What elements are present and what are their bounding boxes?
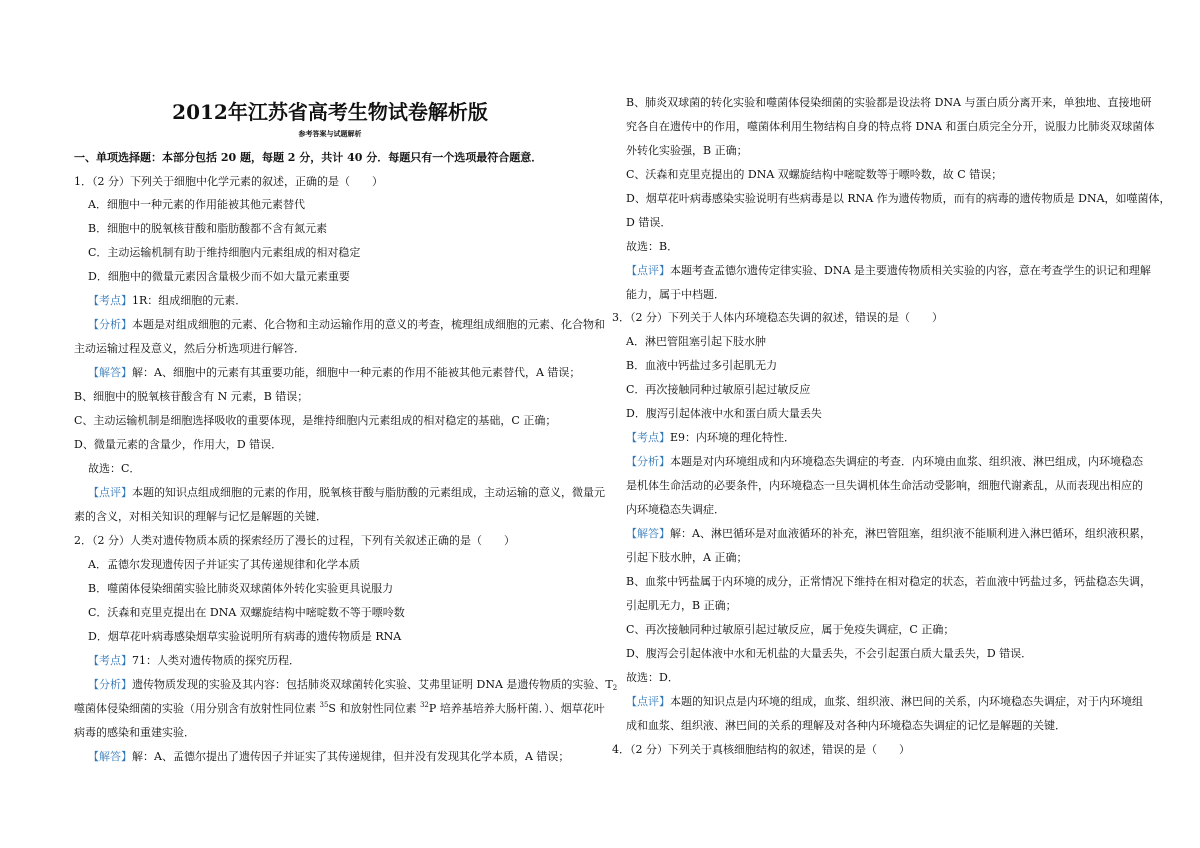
q3-jieda-b: B、血浆中钙盐属于内环境的成分，正常情况下维持在相对稳定的状态，若血液中钙盐过多，钙盐稳态失调， <box>626 575 1152 588</box>
q2-answer: 故选：B． <box>626 240 679 253</box>
q2-fenxi-cont: 噬菌体侵染细菌的实验（用分别含有放射性同位素 $^{35}$S 和放射性同位素 $^{32}$P 培养基培养大肠杆菌．）、烟草花叶 <box>74 701 605 715</box>
q2-option-c: C．沃森和克里克提出在 DNA 双螺旋结构中嘧啶数不等于嘌呤数 <box>88 606 405 619</box>
tag-jieda: 【解答】 <box>88 366 132 379</box>
q3-jieda: 【解答】解：A、淋巴循环是对血液循环的补充，淋巴管阻塞，组织液不能顺利进入淋巴循环，组织液积累， <box>626 527 1151 540</box>
q3-answer: 故选：D． <box>626 671 679 684</box>
q1-jieda: 【解答】解：A、细胞中的元素有其重要功能，细胞中一种元素的作用不能被其他元素替代，A 错误； <box>88 366 581 379</box>
q2-stem: 2．（2 分）人类对遗传物质本质的探索经历了漫长的过程，下列有关叙述正确的是（ ） <box>74 534 515 547</box>
tag-kaodian: 【考点】 <box>88 294 132 307</box>
q2-option-a: A．孟德尔发现遗传因子并证实了其传递规律和化学本质 <box>88 558 360 571</box>
q2-fenxi: 【分析】遗传物质发现的实验及其内容：包括肺炎双球菌转化实验、艾弗里证明 DNA 是遗传物质的实验、$T_2$ <box>88 678 618 692</box>
q2-jieda: 【解答】解：A、孟德尔提出了遗传因子并证实了其传递规律，但并没有发现其化学本质，A 错误； <box>88 750 570 763</box>
q1-option-d: D．细胞中的微量元素因含量极少而不如大量元素重要 <box>88 270 350 283</box>
q1-option-c: C．主动运输机制有助于维持细胞内元素组成的相对稳定 <box>88 246 361 259</box>
tag-dianping: 【点评】 <box>88 486 132 499</box>
q3-jieda-b-cont: 引起肌无力，B 正确； <box>626 599 737 612</box>
q3-fenxi: 【分析】本题是对内环境组成和内环境稳态失调症的考查．内环境由血浆、组织液、淋巴组成，内环境稳态 <box>626 455 1143 468</box>
q3-option-a: A．淋巴管阻塞引起下肢水肿 <box>626 335 766 348</box>
q3-option-c: C．再次接触同种过敏原引起过敏反应 <box>626 383 811 396</box>
q2-jieda-b-cont: 究各自在遗传中的作用，噬菌体利用生物结构自身的特点将 DNA 和蛋白质完全分开，说服力比肺炎双球菌体 <box>626 120 1155 133</box>
q1-jieda-d: D、微量元素的含量少，作用大，D 错误． <box>74 438 283 451</box>
tag-fenxi: 【分析】 <box>88 318 132 331</box>
q3-fenxi-cont2: 内环境稳态失调症． <box>626 503 725 516</box>
q1-stem: 1．（2 分）下列关于细胞中化学元素的叙述，正确的是（ ） <box>74 175 383 188</box>
q2-jieda-b: B、肺炎双球菌的转化实验和噬菌体侵染细菌的实验都是设法将 DNA 与蛋白质分离开来，单独地、直接地研 <box>626 96 1152 109</box>
q2-dianping-cont: 能力，属于中档题． <box>626 288 725 301</box>
q3-jieda-d: D、腹泻会引起体液中水和无机盐的大量丢失，不会引起蛋白质大量丢失，D 错误． <box>626 647 1033 660</box>
q3-dianping-cont: 成和血浆、组织液、淋巴间的关系的理解及对各种内环境稳态失调症的记忆是解题的关键． <box>626 719 1066 732</box>
q3-option-b: B．血液中钙盐过多引起肌无力 <box>626 359 778 372</box>
q3-jieda-a-cont: 引起下肢水肿，A 正确； <box>626 551 748 564</box>
q3-jieda-c: C、再次接触同种过敏原引起过敏反应，属于免疫失调症，C 正确； <box>626 623 955 636</box>
q1-option-a: A．细胞中一种元素的作用能被其他元素替代 <box>88 198 305 211</box>
q1-fenxi: 【分析】本题是对组成细胞的元素、化合物和主动运输作用的意义的考查，梳理组成细胞的元素、化合物和 <box>88 318 605 331</box>
q2-fenxi-cont2: 病毒的感染和重建实验． <box>74 726 195 739</box>
q1-answer: 故选：C． <box>88 462 141 475</box>
q2-jieda-c: C、沃森和克里克提出的 DNA 双螺旋结构中嘧啶数等于嘌呤数，故 C 错误； <box>626 168 1003 181</box>
q4-stem: 4．（2 分）下列关于真核细胞结构的叙述，错误的是（ ） <box>612 743 910 756</box>
q1-dianping-cont: 素的含义，对相关知识的理解与记忆是解题的关键． <box>74 510 327 523</box>
q2-option-b: B．噬菌体侵染细菌实验比肺炎双球菌体外转化实验更具说服力 <box>88 582 394 595</box>
q1-fenxi-cont: 主动运输过程及意义，然后分析选项进行解答． <box>74 342 305 355</box>
q1-option-b: B．细胞中的脱氧核苷酸和脂肪酸都不含有氮元素 <box>88 222 328 235</box>
q3-fenxi-cont: 是机体生命活动的必要条件，内环境稳态一旦失调机体生命活动受影响，细胞代谢紊乱，从而表现出相应的 <box>626 479 1143 492</box>
q1-jieda-b: B、细胞中的脱氧核苷酸含有 N 元素，B 错误； <box>74 390 309 403</box>
q2-jieda-d: D、烟草花叶病毒感染实验说明有些病毒是以 RNA 作为遗传物质，而有的病毒的遗传物质是 DNA，如噬菌体， <box>626 192 1171 205</box>
q1-kaodian: 【考点】1R：组成细胞的元素． <box>88 294 247 307</box>
section-heading: 一、单项选择题：本部分包括 20 题，每题 2 分，共计 40 分．每题只有一个选项最符合题意． <box>74 151 543 164</box>
q1-jieda-c: C、主动运输机制是细胞选择吸收的重要体现，是维持细胞内元素组成的相对稳定的基础，C 正确； <box>74 414 557 427</box>
q2-kaodian: 【考点】71：人类对遗传物质的探究历程． <box>88 654 300 667</box>
q2-jieda-b-cont2: 外转化实验强，B 正确； <box>626 144 748 157</box>
q3-kaodian: 【考点】E9：内环境的理化特性． <box>626 431 796 444</box>
q3-option-d: D．腹泻引起体液中水和蛋白质大量丢失 <box>626 407 822 420</box>
page-subtitle: 参考答案与试题解析 <box>298 129 362 138</box>
q2-option-d: D．烟草花叶病毒感染烟草实验说明所有病毒的遗传物质是 RNA <box>88 630 402 643</box>
q3-stem: 3．（2 分）下列关于人体内环境稳态失调的叙述，错误的是（ ） <box>612 311 943 324</box>
q3-dianping: 【点评】本题的知识点是内环境的组成，血浆、组织液、淋巴间的关系，内环境稳态失调症，对于内环境组 <box>626 695 1143 708</box>
page-title: 2012年江苏省高考生物试卷解析版 <box>172 100 488 124</box>
q2-jieda-d-cont: D 错误． <box>626 216 672 229</box>
q1-dianping: 【点评】本题的知识点组成细胞的元素的作用，脱氧核苷酸与脂肪酸的元素组成，主动运输的意义，微量元 <box>88 486 605 499</box>
q2-dianping: 【点评】本题考查孟德尔遗传定律实验、DNA 是主要遗传物质相关实验的内容，意在考查学生的识记和理解 <box>626 264 1151 277</box>
